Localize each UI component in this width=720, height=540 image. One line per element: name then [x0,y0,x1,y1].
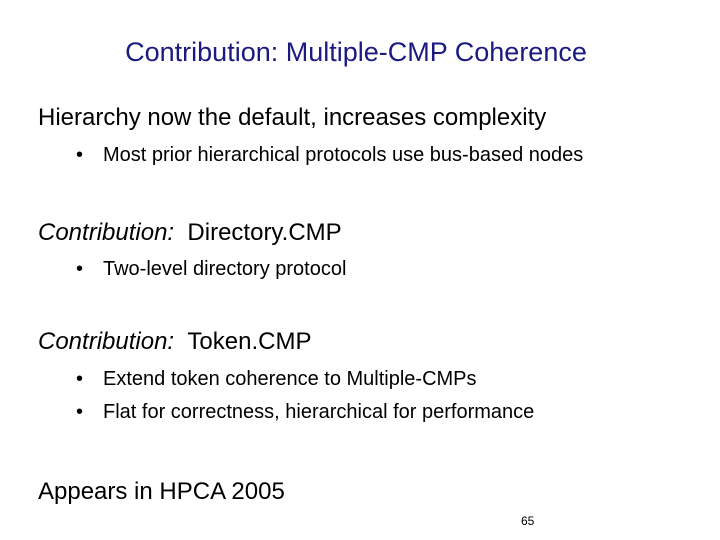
bullet-icon: • [76,401,84,423]
directory-cmp-name: Directory.CMP [187,219,342,246]
contribution-label: Contribution: [38,219,175,246]
bullet-icon: • [76,368,84,390]
directory-contribution-heading [38,218,342,248]
bullet-item [76,256,346,282]
bullet-text: Two-level directory protocol [103,258,347,280]
page-number: 65 [521,514,535,528]
contribution-label: Contribution: [38,328,175,355]
token-cmp-name: Token.CMP [187,328,312,355]
bullet-text: Flat for correctness, hierarchical for performance [103,401,535,423]
bullet-text: Extend token coherence to Multiple-CMPs [103,368,477,390]
bullet-icon: • [76,258,84,280]
bullet-icon: • [76,144,84,166]
token-contribution-heading [38,327,311,357]
bullet-item [76,366,477,392]
bullet-text: Most prior hierarchical protocols use bus-based nodes [103,144,584,166]
slide-title: Contribution: Multiple-CMP Coherence [125,37,587,67]
bullet-item [76,142,583,168]
footer-text: Appears in HPCA 2005 [38,478,285,505]
hierarchy-heading: Hierarchy now the default, increases complexity [38,104,547,131]
bullet-item [76,399,534,425]
